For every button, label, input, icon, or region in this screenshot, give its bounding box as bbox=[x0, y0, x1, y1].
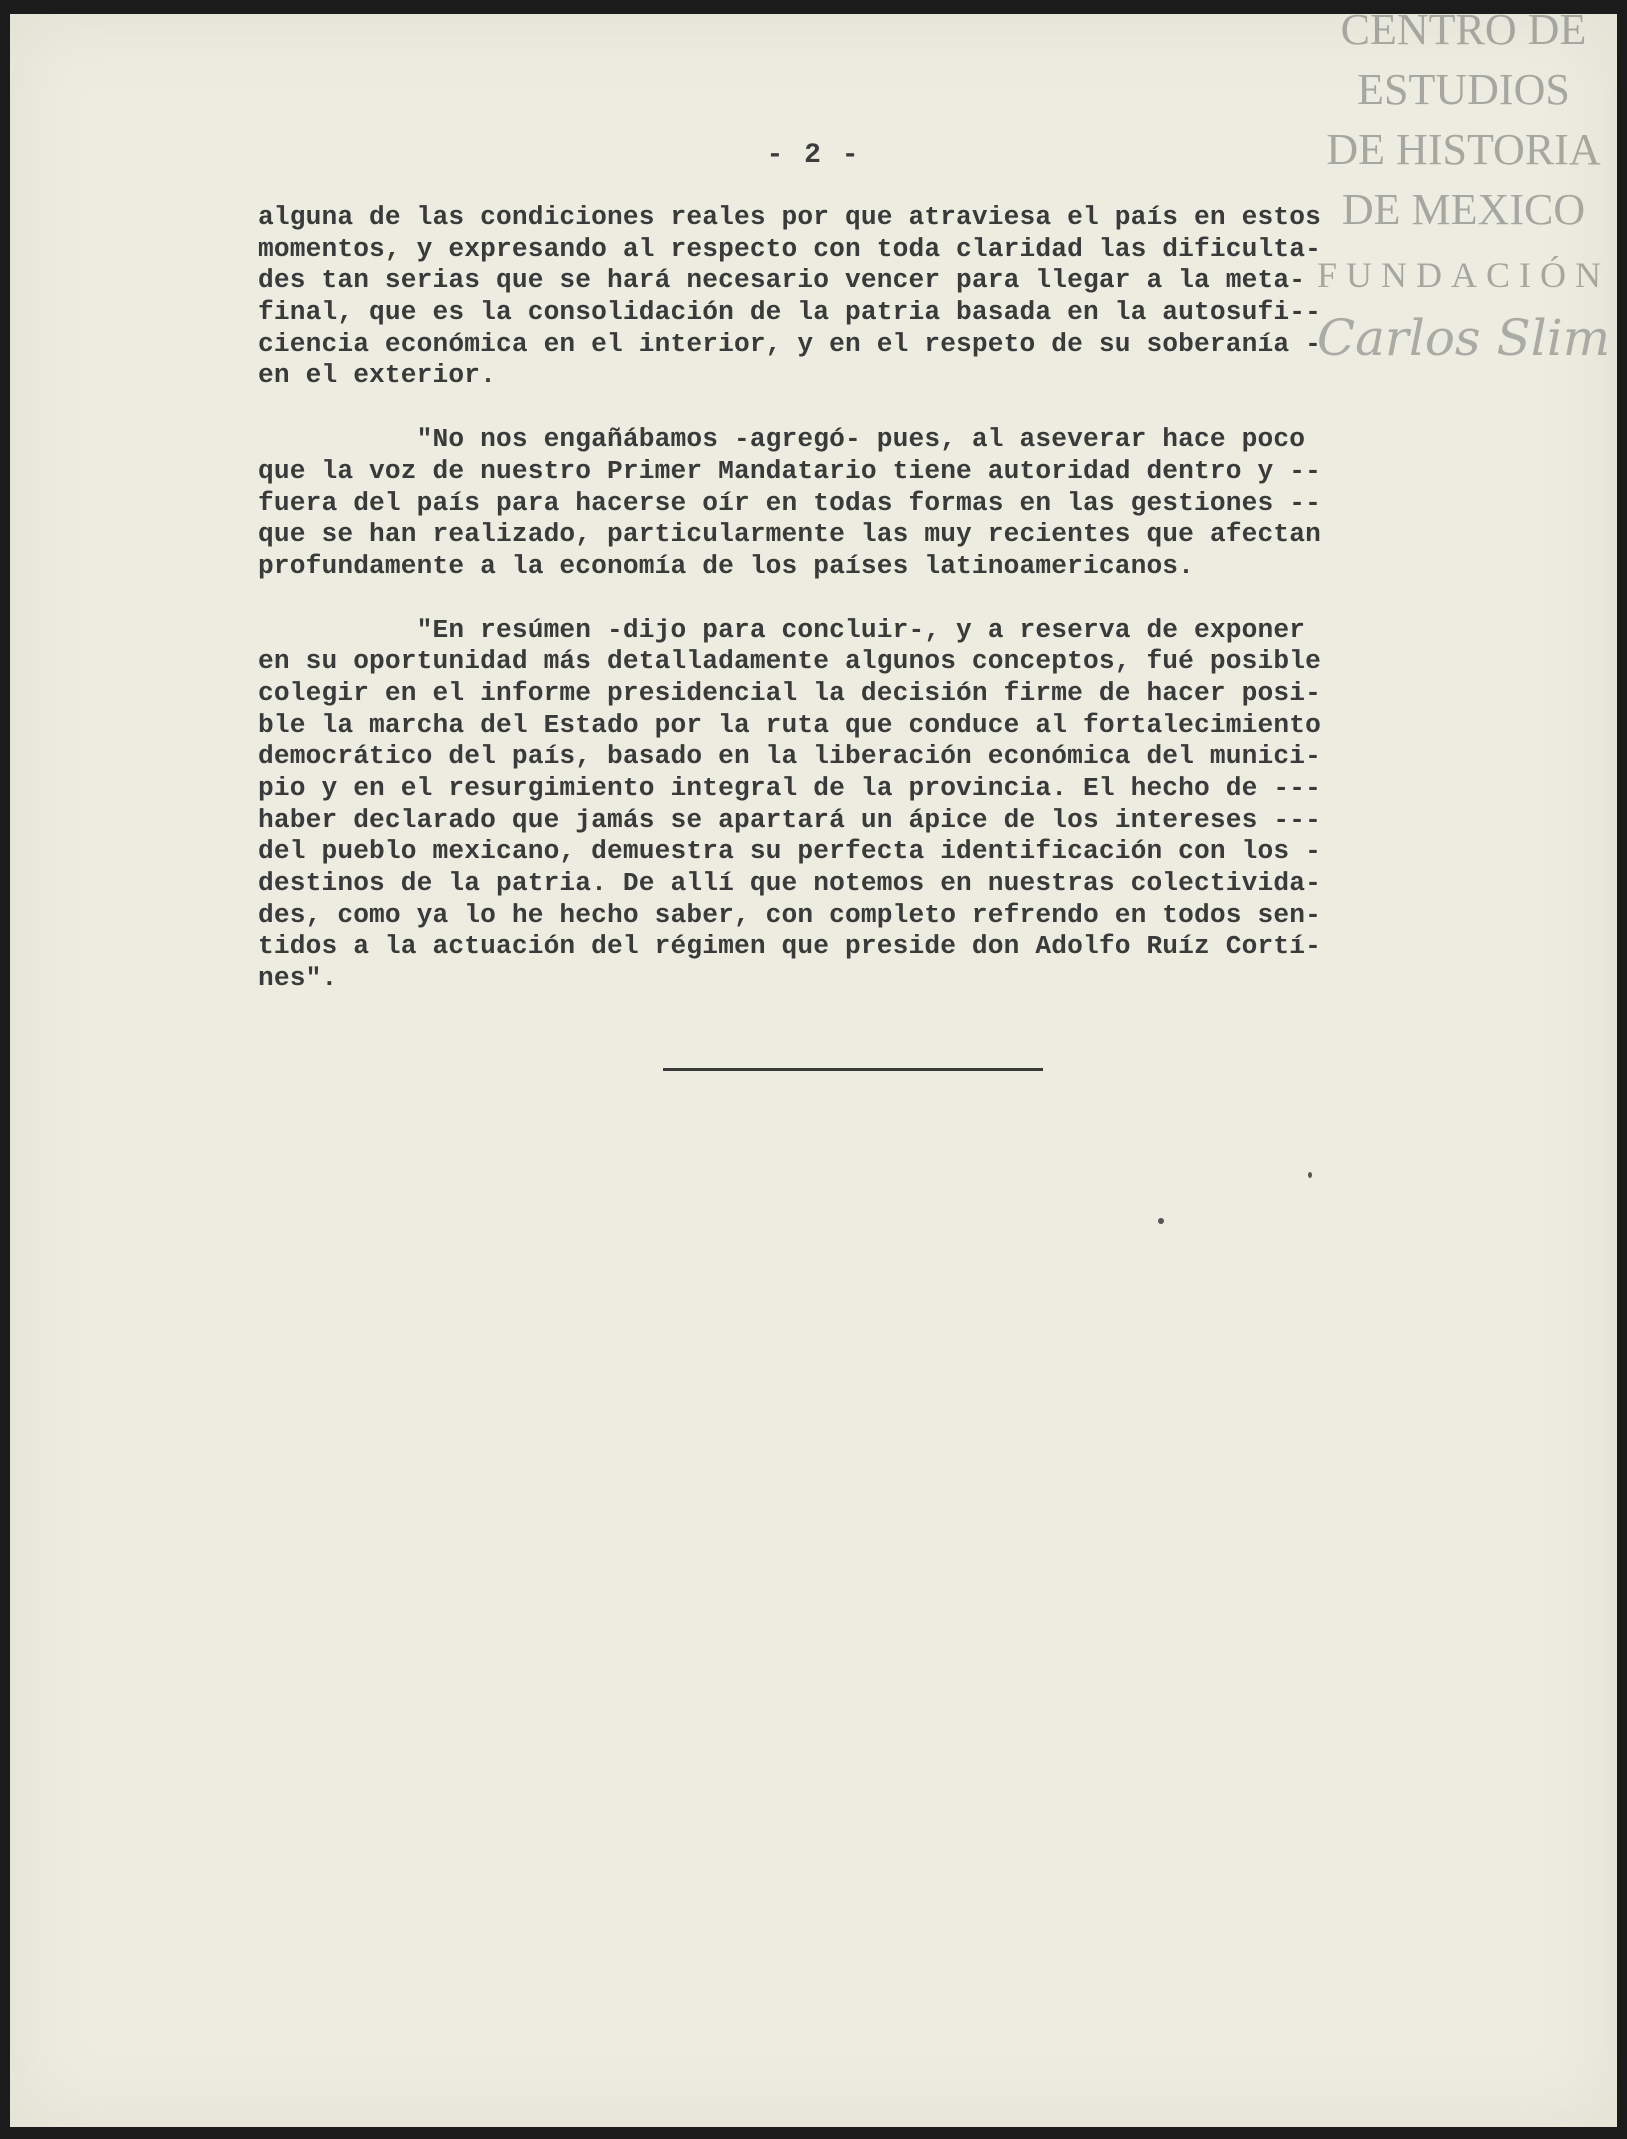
closing-rule bbox=[663, 1068, 1043, 1071]
paragraph-2 bbox=[258, 424, 1538, 582]
paragraph-3 bbox=[258, 615, 1538, 995]
text-line: ble la marcha del Estado por la ruta que conduce al fortalecimiento bbox=[258, 709, 1321, 740]
watermark-line: ESTUDIOS bbox=[1357, 65, 1570, 114]
text-line: ciencia económica en el interior, y en el respeto de su soberanía - bbox=[258, 328, 1321, 359]
text-line: pio y en el resurgimiento integral de la provincia. El hecho de --- bbox=[258, 773, 1321, 803]
archive-watermark bbox=[1300, 0, 1627, 400]
text-line: momentos, y expresando al respecto con toda claridad las dificulta- bbox=[258, 233, 1321, 264]
text-line: des tan serias que se hará necesario vencer para llegar a la meta- bbox=[258, 265, 1306, 296]
text-line: final, que es la consolidación de la patria basada en la autosufi-- bbox=[258, 297, 1321, 328]
watermark-line: DE MEXICO bbox=[1341, 185, 1586, 234]
page-number: - 2 - bbox=[766, 140, 861, 171]
paper-speck bbox=[1308, 1172, 1312, 1178]
text-line: "No nos engañábamos -agregó- pues, al aseverar hace poco bbox=[258, 424, 1306, 455]
text-line: democrático del país, basado en la liberación económica del munici- bbox=[258, 741, 1321, 772]
text-line: colegir en el informe presidencial la decisión firme de hacer posi- bbox=[258, 677, 1321, 708]
text-line: fuera del país para hacerse oír en todas formas en las gestiones -- bbox=[258, 487, 1321, 518]
paper-speck bbox=[1158, 1218, 1164, 1224]
watermark-foundation: FUNDACIÓN bbox=[1316, 255, 1610, 295]
text-line: haber declarado que jamás se apartará un ápice de los intereses --- bbox=[258, 804, 1321, 835]
watermark-line: CENTRO DE bbox=[1340, 5, 1587, 54]
text-line: en su oportunidad más detalladamente algunos conceptos, fué posible bbox=[258, 646, 1321, 677]
text-line: destinos de la patria. De allí que notemos en nuestras colectivida- bbox=[258, 868, 1321, 899]
text-line: nes". bbox=[258, 963, 338, 994]
paragraph-gap bbox=[258, 583, 1538, 615]
text-line: "En resúmen -dijo para concluir-, y a reserva de exponer bbox=[258, 614, 1306, 645]
text-line: des, como ya lo he hecho saber, con completo refrendo en todos sen- bbox=[258, 899, 1321, 930]
watermark-line: DE HISTORIA bbox=[1326, 125, 1601, 174]
text-line: que se han realizado, particularmente las muy recientes que afectan bbox=[258, 519, 1321, 550]
text-line: en el exterior. bbox=[258, 360, 496, 391]
text-line: del pueblo mexicano, demuestra su perfecta identificación con los - bbox=[258, 836, 1321, 867]
text-line: alguna de las condiciones reales por que atraviesa el país en estos bbox=[258, 202, 1321, 232]
text-line: que la voz de nuestro Primer Mandatario tiene autoridad dentro y -- bbox=[258, 455, 1321, 486]
watermark-signature: Carlos Slim bbox=[1316, 309, 1611, 367]
text-line: profundamente a la economía de los países latinoamericanos. bbox=[258, 550, 1195, 581]
text-line: tidos a la actuación del régimen que preside don Adolfo Ruíz Cortí- bbox=[258, 931, 1321, 962]
